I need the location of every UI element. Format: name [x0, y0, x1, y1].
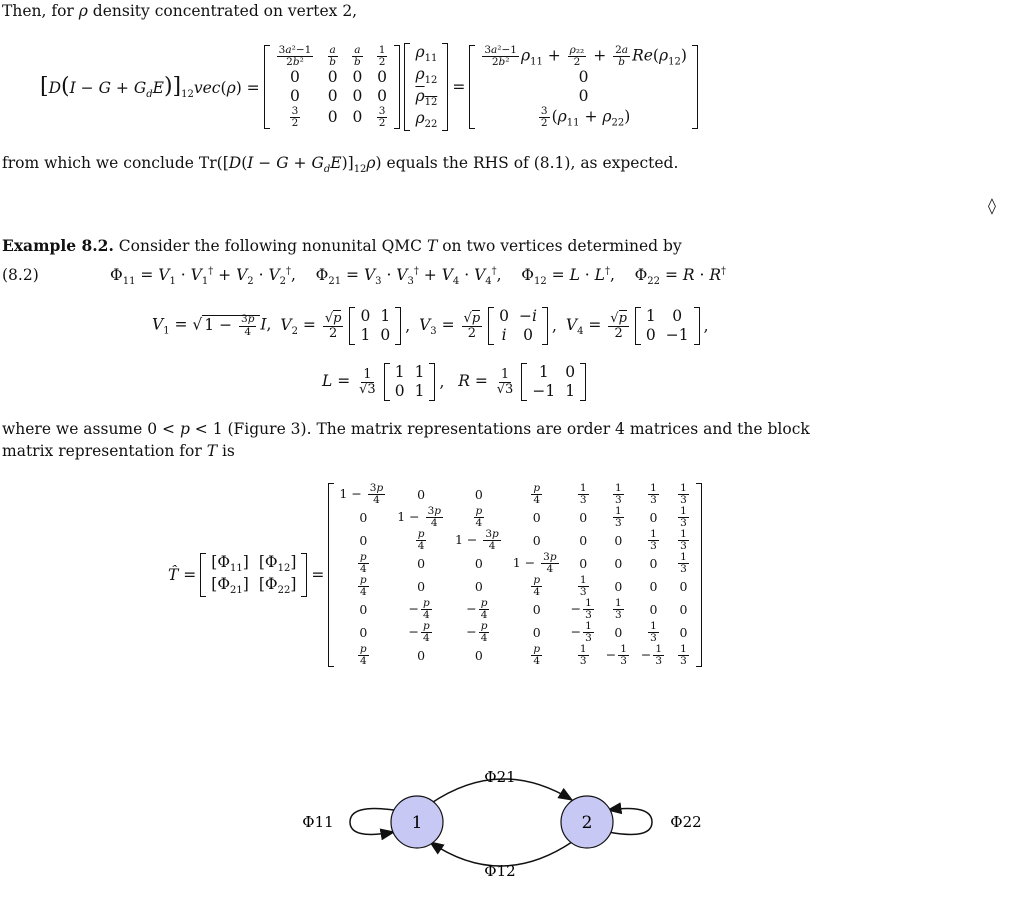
- t-matrix-cell: $\frac{1}{3}$: [680, 481, 687, 506]
- t-matrix-cell: 0: [649, 579, 658, 595]
- t-matrix-cell: 0: [614, 579, 623, 595]
- t-matrix-cell: 0: [649, 555, 658, 571]
- t-matrix-cell: 0: [417, 579, 426, 595]
- t-matrix-cell: $\frac{1}{3}$: [650, 527, 657, 552]
- t-matrix-cell: 0: [474, 648, 483, 664]
- t-matrix-row: [334, 644, 695, 667]
- eq1-rhs: $\frac{\text{3a²−1}}{\text{2b²}}$ $\rho_{11}$ + $\frac{\text{ρ₂₂}}{2}$ + $\frac{2a}{b}$ $Re(\rho_{12})$ 0 0 $\frac{3}{2}$ $(\rho_{11} + \rho_{22})$: [469, 45, 698, 129]
- t-matrix-cell: $\frac{p}{4}$: [533, 643, 541, 668]
- t-matrix-row: [334, 529, 695, 552]
- t-matrix-cell: 0: [532, 602, 541, 618]
- t-matrix-cell: 0: [614, 555, 623, 571]
- t-matrix-cell: 0: [679, 579, 688, 595]
- t-matrix-cell: 0: [474, 486, 483, 502]
- t-matrix-row: [334, 598, 695, 621]
- t-matrix-cell: − $\frac{1}{3}$: [640, 643, 663, 668]
- figure-3-graph: [290, 760, 730, 880]
- t-matrix-cell: $\frac{1}{3}$: [680, 550, 687, 575]
- t-matrix-row: [334, 506, 695, 529]
- assume-text-1: where we assume 0 < p < 1 (Figure 3). The matrix representations are order 4 matrices and the block: [2, 420, 810, 438]
- t-matrix-cell: 0: [474, 579, 483, 595]
- t-matrix-row: [334, 552, 695, 575]
- t-matrix-cell: $\frac{1}{3}$: [680, 527, 687, 552]
- t-matrix-cell: 0: [359, 532, 368, 548]
- edge-phi11-loop: [350, 809, 394, 835]
- t-matrix-cell: 0: [579, 509, 588, 525]
- lr-definitions: L = $\frac{1}{√3}$ 1 1 0 1 , R = $\frac{1}{√3}$ 1 0 −1 1: [322, 356, 590, 408]
- t-matrix-cell: $\frac{p}{4}$: [359, 574, 367, 599]
- equation-number: (8.2): [2, 266, 39, 284]
- example-heading: Example 8.2. Consider the following nonunital QMC T on two vertices determined by: [2, 236, 682, 255]
- eq1-lhs: $[D(I - G + G_dE)]_{12}vec(\rho)$ =: [40, 74, 260, 100]
- t-hat-equation: T̂ = $[\Phi_{11}]$ $[\Phi_{12}]$ $[\Phi_{21}]$ $[\Phi_{22}]$ = 1 − $\frac{3p}{4}$ 0 0 $\frac{p}{4}$ $\frac{1}{3}$ $\frac{1}{3}$ $\frac{1}{3}$ $\frac{1}{3}$ 0 1 − $\frac{3p}{4}$ $\frac{p}{4}$ 0 0 $\frac{1}{3}$ 0 $\frac{1}{3}$ 0 $\frac{p}{4}$ 1 − $\frac{3p}{4}$ 0 0 0 $\frac{1}{3}$ $\frac{1}{3}$ $\frac{p}{4}$ 0 0 1 − $\frac{3p}{4}$ 0 0 0 $\frac{1}{3}$ $\frac{p}{4}$ 0 0 $\frac{p}{4}$ $\frac{1}{3}$ 0 0 0 0 − $\frac{p}{4}$ − $\frac{p}{4}$ 0 − $\frac{1}{3}$ $\frac{1}{3}$ 0 0 0 − $\frac{p}{4}$ − $\frac{p}{4}$ 0 − $\frac{1}{3}$ 0 $\frac{1}{3}$ 0 $\frac{p}{4}$ 0 0 $\frac{p}{4}$ $\frac{1}{3}$ − $\frac{1}{3}$ − $\frac{1}{3}$ $\frac{1}{3}$: [168, 466, 706, 684]
- edge-phi22-loop: [608, 809, 652, 835]
- t-matrix-cell: 0: [649, 602, 658, 618]
- t-matrix-row: [334, 621, 695, 644]
- t-matrix-cell: − $\frac{1}{3}$: [605, 643, 627, 668]
- t-matrix-cell: $\frac{p}{4}$: [417, 527, 425, 552]
- t-matrix-cell: 0: [649, 509, 658, 525]
- equation-vertex2: $[D(I - G + G_dE)]_{12}vec(\rho)$ = $\frac{\text{3a²−1}}{\text{2b²}}$ $\frac{a}{b}$ $\frac{a}{b}$ $\frac{1}{2}$ 0 0 0 0 0 0 0 0 $\frac{3}{2}$ 0 0 $\frac{3}{2}$ $\rho_{11}$ $\rho_{12}$ $\overline{\rho}_{12}$ $\rho_{22}$ = $\frac{\text{3a²−1}}{\text{2b²}}$ $\rho_{11}$ + $\frac{\text{ρ₂₂}}{2}$ + $\frac{2a}{b}$ $Re(\rho_{12})$ 0 0 $\frac{3}{2}$ $(\rho_{11} + \rho_{22})$: [40, 26, 702, 148]
- edge-phi11-label: Φ11: [302, 813, 334, 831]
- t-matrix-cell: $\frac{1}{3}$: [650, 481, 657, 506]
- t-matrix-cell: $\frac{p}{4}$: [533, 574, 541, 599]
- t-matrix-cell: − $\frac{p}{4}$: [466, 597, 488, 622]
- t-matrix-cell: $\frac{1}{3}$: [579, 643, 587, 668]
- t-matrix: [328, 483, 701, 667]
- t-matrix-cell: 0: [679, 625, 688, 641]
- edge-phi12-label: Φ12: [484, 862, 516, 880]
- t-matrix-cell: 0: [532, 509, 541, 525]
- example-label: Example 8.2.: [2, 236, 114, 255]
- t-matrix-cell: 1 − $\frac{3p}{4}$: [512, 550, 557, 575]
- t-matrix-cell: − $\frac{1}{3}$: [570, 597, 592, 622]
- edge-phi22-label: Φ22: [670, 813, 702, 831]
- t-matrix-cell: $\frac{1}{3}$: [614, 597, 622, 622]
- eq1-vector: $\rho_{11}$ $\rho_{12}$ $\overline{\rho}_{12}$ $\rho_{22}$: [404, 43, 448, 131]
- t-matrix-cell: 0: [474, 555, 483, 571]
- t-matrix-cell: − $\frac{p}{4}$: [466, 620, 488, 645]
- t-matrix-cell: − $\frac{p}{4}$: [408, 597, 430, 622]
- t-matrix-cell: $\frac{p}{4}$: [475, 504, 483, 529]
- t-matrix-cell: $\frac{p}{4}$: [533, 481, 541, 506]
- t-matrix-row: [334, 575, 695, 598]
- assume-text-2: matrix representation for T is: [2, 442, 235, 460]
- t-matrix-cell: 0: [359, 602, 368, 618]
- t-matrix-cell: $\frac{1}{3}$: [579, 574, 587, 599]
- edge-phi21-label: Φ21: [484, 768, 516, 786]
- t-matrix-cell: 0: [614, 532, 623, 548]
- end-of-proof-mark: ◊: [988, 196, 996, 215]
- conclusion-text: from which we conclude $Tr([D(I - G + G_dE)]_{12}\rho)$ equals the RHS of (8.1), as expected.: [2, 154, 679, 175]
- t-matrix-cell: $\frac{1}{3}$: [579, 481, 587, 506]
- t-matrix-cell: 0: [579, 555, 588, 571]
- v-definitions: $V_1$ = √ 1 − $\frac{3p}{4}$ I, $V_2$ = $\frac{√p}{2}$ 0 1 1 0 , $V_3$ = $\frac{√p}{2}$ 0 −i i 0 , $V_4$ = $\frac{√p}{2}$ 1 0 0 −1 ,: [152, 307, 709, 344]
- t-matrix-cell: 0: [417, 648, 426, 664]
- t-matrix-cell: 0: [417, 555, 426, 571]
- t-matrix-cell: $\frac{1}{3}$: [680, 504, 687, 529]
- t-matrix-cell: − $\frac{p}{4}$: [408, 620, 430, 645]
- phi-definitions: $\Phi_{11} = V_1 \cdot V_1^\dagger + V_2 \cdot V_2^\dagger$, $\Phi_{21} = V_3 \cdot V_3^\dagger + V_4 \cdot V_4^\dagger$, $\Phi_{12} = L \cdot L^\dagger$, $\Phi_{22} = R \cdot R^\dagger$: [110, 266, 726, 288]
- intro-text: Then, for ρ density concentrated on vertex 2,: [2, 2, 358, 20]
- t-matrix-cell: 1 − $\frac{3p}{4}$: [397, 504, 441, 529]
- t-matrix-cell: 1 − $\frac{3p}{4}$: [339, 481, 384, 506]
- t-matrix-cell: 0: [532, 532, 541, 548]
- t-matrix-cell: 0: [579, 532, 588, 548]
- t-matrix-cell: $\frac{1}{3}$: [650, 620, 657, 645]
- t-matrix-cell: $\frac{p}{4}$: [359, 550, 367, 575]
- t-matrix-cell: 0: [614, 625, 623, 641]
- t-matrix-row: [334, 483, 695, 506]
- t-matrix-cell: 0: [359, 625, 368, 641]
- t-matrix-cell: $\frac{1}{3}$: [614, 481, 622, 506]
- t-matrix-cell: 0: [532, 625, 541, 641]
- t-matrix-cell: $\frac{p}{4}$: [359, 643, 367, 668]
- t-matrix-cell: 0: [679, 602, 688, 618]
- node-1-label: 1: [411, 813, 423, 833]
- t-matrix-cell: 0: [359, 509, 368, 525]
- t-matrix-cell: 1 − $\frac{3p}{4}$: [454, 527, 499, 552]
- t-matrix-cell: − $\frac{1}{3}$: [570, 620, 592, 645]
- t-matrix-cell: $\frac{1}{3}$: [680, 643, 687, 668]
- node-2-label: 2: [581, 813, 593, 833]
- t-matrix-cell: 0: [417, 486, 426, 502]
- block-matrix: $[\Phi_{11}]$ $[\Phi_{12}]$ $[\Phi_{21}]$ $[\Phi_{22}]$: [200, 553, 307, 597]
- t-matrix-cell: $\frac{1}{3}$: [614, 504, 622, 529]
- eq1-matrix: $\frac{\text{3a²−1}}{\text{2b²}}$ $\frac{a}{b}$ $\frac{a}{b}$ $\frac{1}{2}$ 0 0 0 0 0 0 0 0 $\frac{3}{2}$ 0 0 $\frac{3}{2}$: [264, 45, 401, 128]
